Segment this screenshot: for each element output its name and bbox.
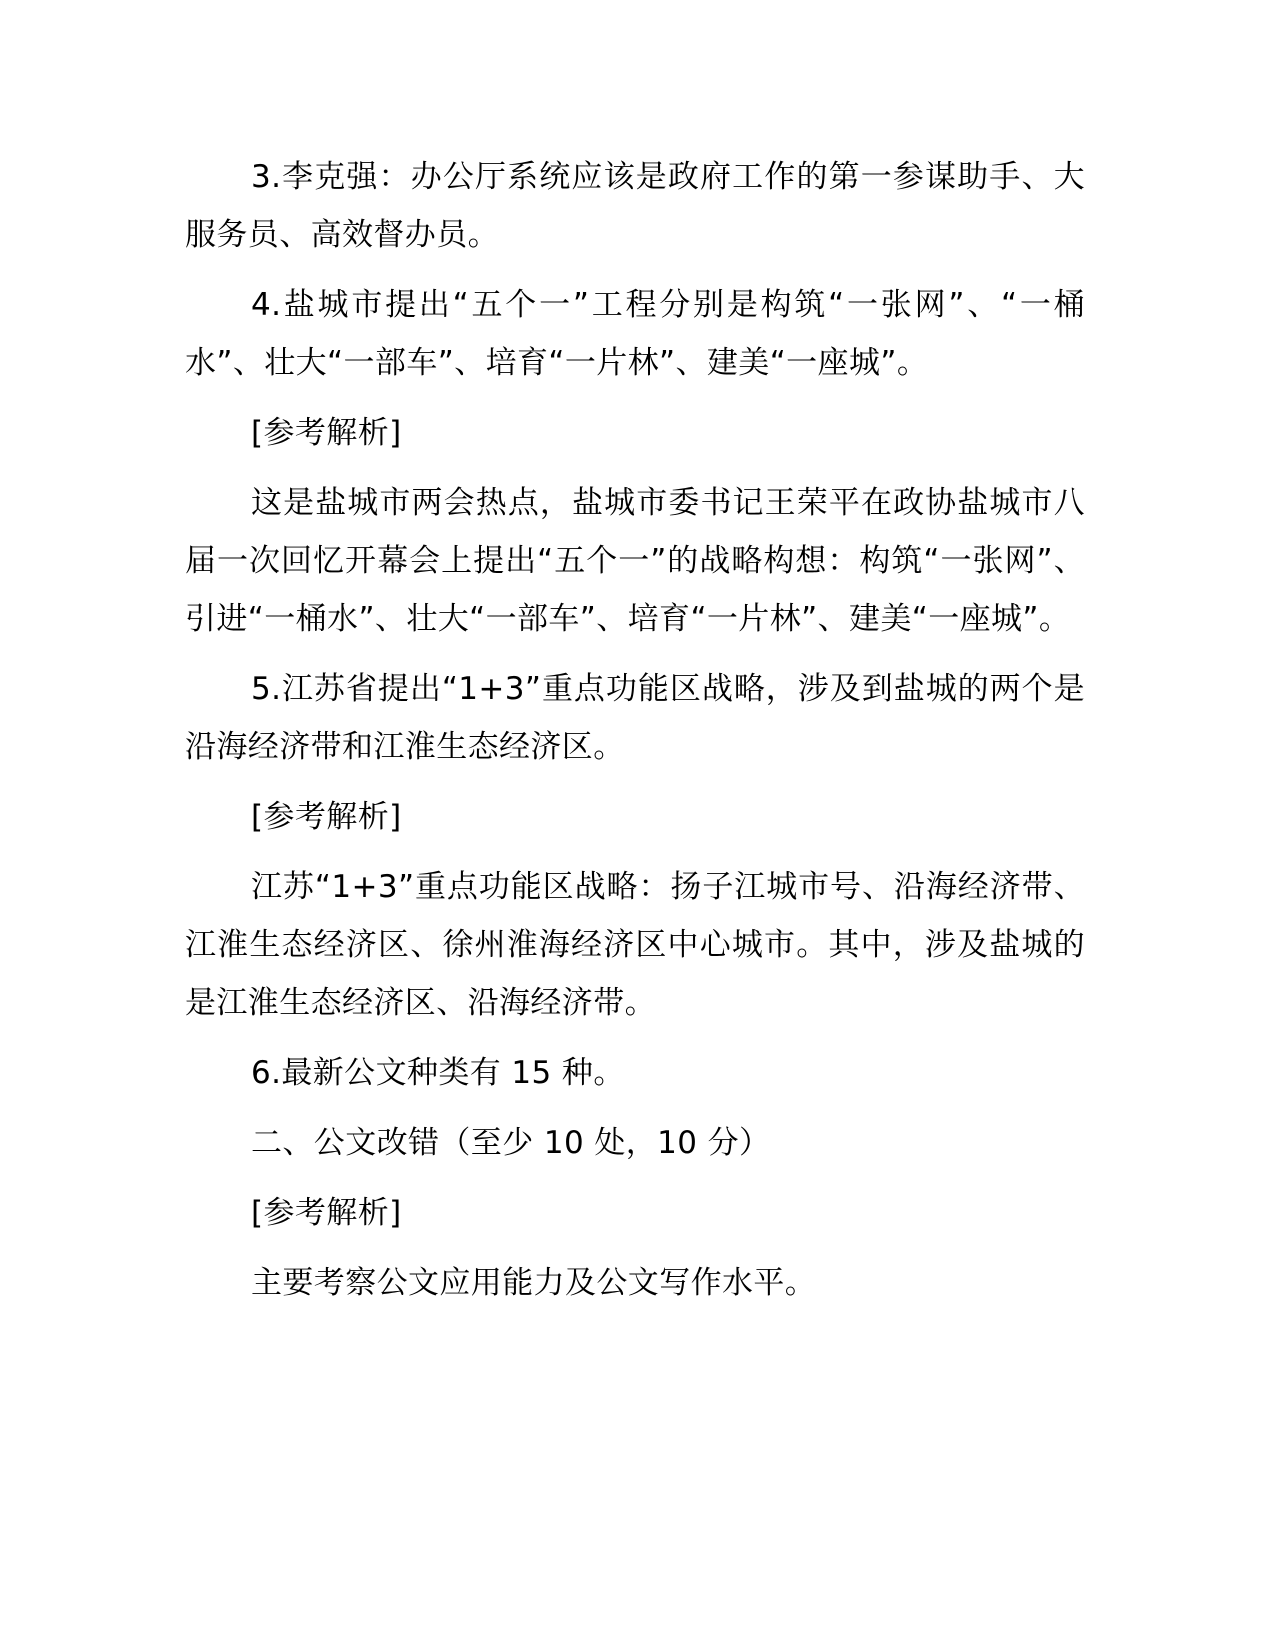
paragraph-question-4: 4.盐城市提出“五个一”工程分别是构筑“一张网”、“一桶水”、壮大“一部车”、培育“一片林”、建美“一座城”。 xyxy=(185,287,1085,381)
paragraph-question-6: 6.最新公文种类有 15 种。 xyxy=(251,1055,625,1091)
paragraph-section-heading: 二、公文改错（至少 10 处，10 分） xyxy=(251,1125,771,1161)
paragraph-analysis-heading: [参考解析] xyxy=(251,415,402,451)
document-body xyxy=(185,148,1085,1324)
paragraph-analysis-5: 江苏“1+3”重点功能区战略：扬子江城市号、沿海经济带、江淮生态经济区、徐州淮海经济区中心城市。其中，涉及盐城的是江淮生态经济区、沿海经济带。 xyxy=(185,869,1085,1021)
paragraph-question-3: 3.李克强：办公厅系统应该是政府工作的第一参谋助手、大服务员、高效督办员。 xyxy=(185,159,1085,253)
paragraph-analysis-heading: [参考解析] xyxy=(251,1195,402,1231)
paragraph-analysis-section: 主要考察公文应用能力及公文写作水平。 xyxy=(251,1265,817,1301)
paragraph-question-5: 5.江苏省提出“1+3”重点功能区战略，涉及到盐城的两个是沿海经济带和江淮生态经济区。 xyxy=(185,671,1085,765)
paragraph-analysis-4: 这是盐城市两会热点，盐城市委书记王荣平在政协盐城市八届一次回忆开幕会上提出“五个一”的战略构想：构筑“一张网”、引进“一桶水”、壮大“一部车”、培育“一片林”、建美“一座城”。 xyxy=(185,485,1085,637)
paragraph-analysis-heading: [参考解析] xyxy=(251,799,402,835)
